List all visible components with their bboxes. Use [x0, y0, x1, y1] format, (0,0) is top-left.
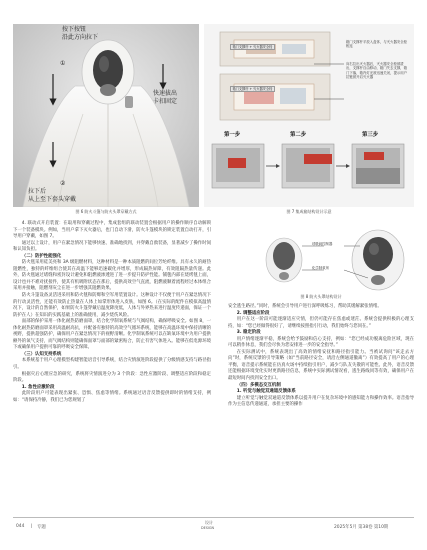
box-structure-drawing	[204, 24, 414, 207]
marker-one: ①	[60, 60, 66, 67]
paragraph: 安全逃生路径。”同时，系统会引导用户进行深呼吸练习，帮助其缓解紧张情绪。	[228, 304, 382, 309]
callout-top-down-wear: 从上至下套头穿戴	[28, 196, 77, 203]
callout-after-pull: 拉下后	[28, 188, 47, 195]
figure-box-diagram	[204, 24, 414, 207]
paragraph: 通过以上设计，用户在紧急情况下能够快速、准确地找到，并穿戴自救装备，显著减少了操作时间和认知负担。	[13, 240, 211, 253]
paragraph: 此阶段用户可能表现出紧张、恐惧、焦虑等情绪。系统通过语音反馈提供即时的情绪支持，例如：“请保持冷静，我们已为您规划了	[13, 391, 211, 403]
note-extinguisher-pull: 向右拉出灭火器后，灭火器安全栓被拔出，支撑杆自由移动，箱门失去支撑，箱门下落，箱内灯光被迅速关闭，提示用户拉链被开启灭火器	[346, 62, 408, 80]
footer-journal-title: 设计	[205, 520, 213, 525]
label-box-top: 箱门支撑杆 + 灭火器安全栓	[230, 44, 275, 50]
step-three-label: 第三步	[362, 132, 379, 138]
figure-mask-photo	[228, 222, 414, 294]
paragraph: 建立听觉与触觉双通道反馈体系以提升用户在复杂环境中的感知能力和操作效率。语音指导作为主信息传递通道，承担主要的操作	[228, 395, 414, 408]
footer-issue: 2025年5月 第38卷 第10期	[334, 525, 389, 530]
paragraph: 4. 联动式开启装置：在取用和穿戴过程中，集成套组的联动装置会根据用户的操作顺序自动解锁下一个装备模块。例如，当用户拿下灭火器后，也门自动下滑，防火斗篷模块的锁定装置自动打开，引导用户穿戴，如图 7。	[13, 221, 211, 240]
subsection-heading: 1. 听觉与触觉双通道反馈体系	[236, 389, 296, 395]
paragraph: 防火毯采用硅美亮和 3A 级阻燃材料，这种材料是一种本质阻燃的间位芳纶纤维。具有永久的耐热阻燃性，独特的纤维组合使其在高温下能够迅速碳化并增厚，形成隔热屏障，有效阻隔热量传递。此外，防火毯通过堵缝和密封设计避免和阻燃液渗透进了进一步提升防护性能。铺毯内部在烧烤毯上面，设计也并不难对扰接件，使其有机吸附状态在那后，提供高效空气直流，阻燃液顺着流程经过本体组合采用并接触，阻燃剂灰尘在进一步增强其阻燃效果。	[13, 260, 211, 292]
figure-cloak-photo	[13, 24, 199, 207]
note-box-strut: 箱门支撑杆平放入盒体，与灭火器安全栓相连	[346, 40, 408, 49]
label-chem-oxygen: 化学制氧剂	[312, 266, 329, 270]
section-heading: （四）多模态交互机制	[236, 382, 281, 388]
step-two-label: 第二步	[290, 132, 307, 138]
step-one-label: 第一步	[224, 132, 241, 138]
paragraph: 本系统基于用户心理模型构建智能语音引导系统，结合灾情演进阶段提供了分级情感支持与路径指引。	[13, 358, 211, 371]
footer-journal-subtitle: DESIGN	[201, 526, 215, 530]
paragraph: 根据灾后心理应急的研究，系统将灾情演进分为 3 个阶段：急性应激阶段、调整适应阶段和稳定阶段。	[13, 371, 211, 384]
figure-8-caption: 图 8 防火头罩结构设计	[300, 294, 342, 299]
callout-pull-direction: 沿此方向拉下	[62, 34, 99, 41]
footer-section: 专题	[37, 525, 46, 530]
callout-press-button: 按下按钮	[62, 26, 87, 33]
label-box-middle: 箱门支撑杆 + 灭火器安全栓	[230, 86, 275, 92]
right-text-column	[228, 304, 414, 409]
footer-rule	[13, 517, 414, 518]
mask-illustration	[228, 222, 414, 294]
footer-page-number: 044	[16, 524, 25, 529]
figure-7-caption: 图 7 集成箱结构设计示意	[286, 209, 332, 214]
subsection-heading: 2. 调整适应阶段	[236, 310, 270, 316]
paragraph: 用户情绪逐渐平稳，系统会给予鼓励和信心支持，例如：“您已经成功脱离危险区域，现在可以稍作休息，我们会尽快为您安排进一步的安全指导。”	[228, 336, 414, 349]
subsection-heading: 1. 急性应激阶段	[21, 384, 55, 390]
footer-divider: |	[31, 524, 33, 529]
paragraph: 在实际测试中，系统表现出了高效的情绪安抚和路径指引能力。当被试询问“该走去方向”时，系统反馈的引导策略（如“当前路径安全，请沿左侧通道撤离”）有效提高了用户的心理平衡，语音提示系统能在仿真火场中持续指引用户，减少与队友失散的可能性。此外，语音反馈还能根据环境变化实时更新路径信息，系统中实际测试情况看，逃生路线同等有效，确保用户在最短时间内找到安全出口。	[228, 349, 414, 382]
label-breath-valve: 呼吸阀控制器	[312, 242, 333, 246]
figure-6-caption: 图 6 防火斗篷与防火头罩穿戴方式	[75, 209, 137, 214]
paragraph: 防火斗篷设备灵活进采用和防火毯和防爆和空军用装置设计。这种设计不仅便于用户在紧急情况下的行动灵活性，还能有效防止热量在人体上如掌形体进入皮肤，如图 6。（在实际的配件在模拟高温情况下，设计的自然保护，如果防火斗篷穿戴后温度降度低，人体与外界热来进行温度传递面，保证一个防护在人）在知识的实践基础上的准确使用，减少烧伤风险。	[13, 293, 211, 318]
marker-two: ②	[60, 180, 66, 187]
section-heading: （三）认知支持系统	[21, 351, 62, 357]
callout-quick-pull: 快速拔出	[153, 90, 178, 97]
callout-buckle-fix: 卡扣固定	[153, 98, 178, 105]
section-heading: （二）防护性能强化	[21, 253, 62, 259]
paragraph: 面部的保护采用一体化耐热防磨面罩，结合化学制氧系统与气阀结构，确保呼吸安全。如图 8，一体化耐热防磨面罩采用高温耐高抗，并配备有独特的高效空气循环系统，能够在高温环境中保持清晰的视野，提供超强防护，确保用户在紧急情况下的视野清晰。化学制氧系统可以在缺氧环境中为用户提供额外的氧气支持，而气阀结构则能确保面罩与面部的紧密贴合，防止有害气体进入。能够在低电源环境下或确保用户提供可靠的呼吸安全保障。	[13, 319, 211, 351]
left-text-column	[13, 221, 211, 404]
subsection-heading: 3. 稳定阶段	[236, 330, 261, 336]
paragraph: 用户在这一阶段可能逐渐适应灾情，但仍可能存在焦虑或迷茫。系统会提供积极的心理支持，如：“您已经做得很好了，请继续按照指引行动，我们始终与您同在。”	[228, 317, 414, 329]
cloak-illustration	[13, 24, 199, 207]
